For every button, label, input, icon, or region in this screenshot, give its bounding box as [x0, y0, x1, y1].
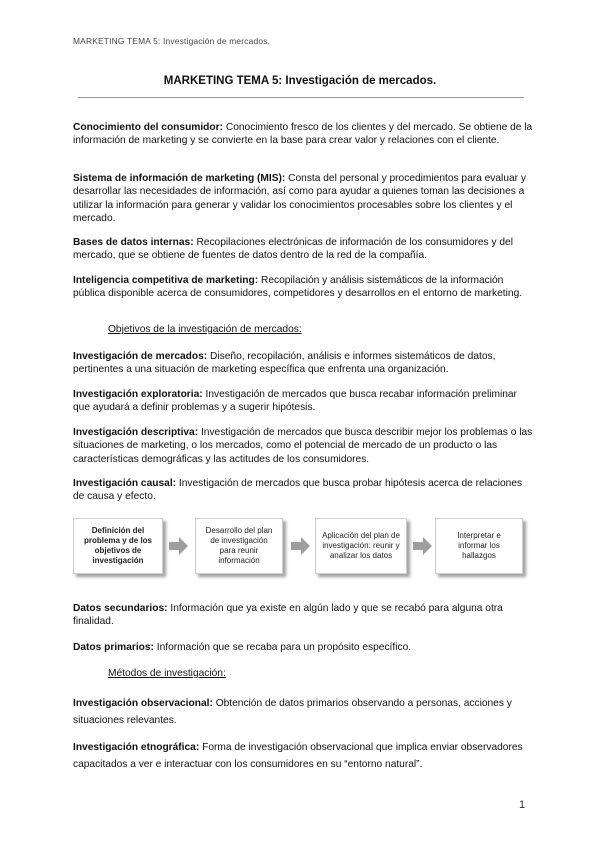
flow-step-2: Desarrollo del plan de investigación para reunir información	[195, 518, 283, 574]
definition-text: Información que se recaba para un propósito específico.	[156, 642, 412, 653]
page-number: 1	[519, 799, 526, 811]
definition-term: Investigación exploratoria:	[73, 389, 203, 400]
arrow-right-icon	[169, 536, 189, 556]
definition-term: Sistema de información de marketing (MIS):	[73, 173, 286, 184]
definition-conocimiento-consumidor	[73, 121, 535, 148]
definition-text: Forma de investigación observacional que implica enviar observadores capacitados a ver e interactuar con los consumidores en su “entorno natural”.	[73, 742, 523, 770]
subheading-metodos: Métodos de investigación:	[108, 668, 226, 679]
definition-investigacion-etnografica	[73, 739, 535, 773]
definition-text: Consta del personal y procedimientos para evaluar y desarrollar las necesidades de información, así como para ayudar a quienes toman las decisiones a utilizar la información para generar y validar los conocimientos procesables sobre los clientes y el mercado.	[73, 173, 526, 225]
definition-text: Información que ya existe en algún lado y que se recabó para alguna otra finalidad.	[73, 603, 503, 628]
running-header: MARKETING TEMA 5: Investigación de mercados.	[73, 36, 271, 46]
definition-term: Bases de datos internas:	[73, 237, 194, 248]
definition-bases-datos-internas	[73, 236, 535, 263]
definition-term: Inteligencia competitiva de marketing:	[73, 275, 259, 286]
definition-text: Obtención de datos primarios observando a personas, acciones y situaciones relevantes.	[73, 698, 512, 726]
flow-step-4: Interpretar e informar los hallazgos	[435, 518, 523, 574]
definition-text: Diseño, recopilación, análisis e informes sistemáticos de datos, pertinentes a una situación de marketing específica que enfrenta una organización.	[73, 351, 496, 376]
definition-text: Investigación de mercados que busca describir mejor los problemas o las situaciones de marketing, o los mercados, como el potencial de mercado de un producto o las características demográficas y las actitudes de los consumidores.	[73, 427, 533, 465]
definition-term: Investigación descriptiva:	[73, 427, 199, 438]
arrow-right-icon	[413, 536, 433, 556]
subheading-objetivos: Objetivos de la investigación de mercados:	[108, 324, 302, 335]
research-process-diagram	[73, 516, 528, 582]
definition-term: Investigación de mercados:	[73, 351, 208, 362]
definition-mis	[73, 172, 535, 226]
definition-text: Conocimiento fresco de los clientes y del mercado. Se obtiene de la información de marketing y se convierte en la base para crear valor y relaciones con el cliente.	[73, 122, 533, 147]
definition-term: Datos primarios:	[73, 642, 154, 653]
definition-investigacion-observacional	[73, 695, 535, 729]
definition-investigacion-exploratoria	[73, 388, 535, 415]
definition-investigacion-mercados	[73, 350, 535, 377]
definition-text: Investigación de mercados que busca recabar información preliminar que ayudará a definir problemas y a sugerir hipótesis.	[73, 389, 517, 414]
page-title: MARKETING TEMA 5: Investigación de mercados.	[163, 75, 437, 87]
definition-term: Investigación causal:	[73, 478, 177, 489]
definition-term: Conocimiento del consumidor:	[73, 122, 223, 133]
definition-term: Datos secundarios:	[73, 603, 168, 614]
definition-text: Investigación de mercados que busca probar hipótesis acerca de relaciones de causa y efecto.	[73, 478, 523, 503]
definition-text: Recopilaciones electrónicas de información de los consumidores y del mercado, que se obtiene de fuentes de datos dentro de la red de la compañía.	[73, 237, 513, 262]
definition-investigacion-causal	[73, 477, 535, 504]
definition-datos-secundarios	[73, 602, 535, 629]
definition-investigacion-descriptiva	[73, 426, 535, 466]
definition-term: Investigación observacional:	[73, 698, 213, 709]
definition-text: Recopilación y análisis sistemáticos de la información pública disponible acerca de consumidores, competidores y desarrollos en el entorno de marketing.	[73, 275, 523, 300]
definition-term: Investigación etnográfica:	[73, 742, 200, 753]
flow-step-1: Definición del problema y de los objetivos de investigación	[73, 518, 163, 574]
arrow-right-icon	[291, 536, 311, 556]
title-divider	[78, 97, 524, 98]
definition-inteligencia-competitiva	[73, 274, 535, 301]
flow-step-3: Aplicación del plan de investigación: reunir y analizar los datos	[315, 518, 407, 574]
definition-datos-primarios	[73, 641, 535, 654]
